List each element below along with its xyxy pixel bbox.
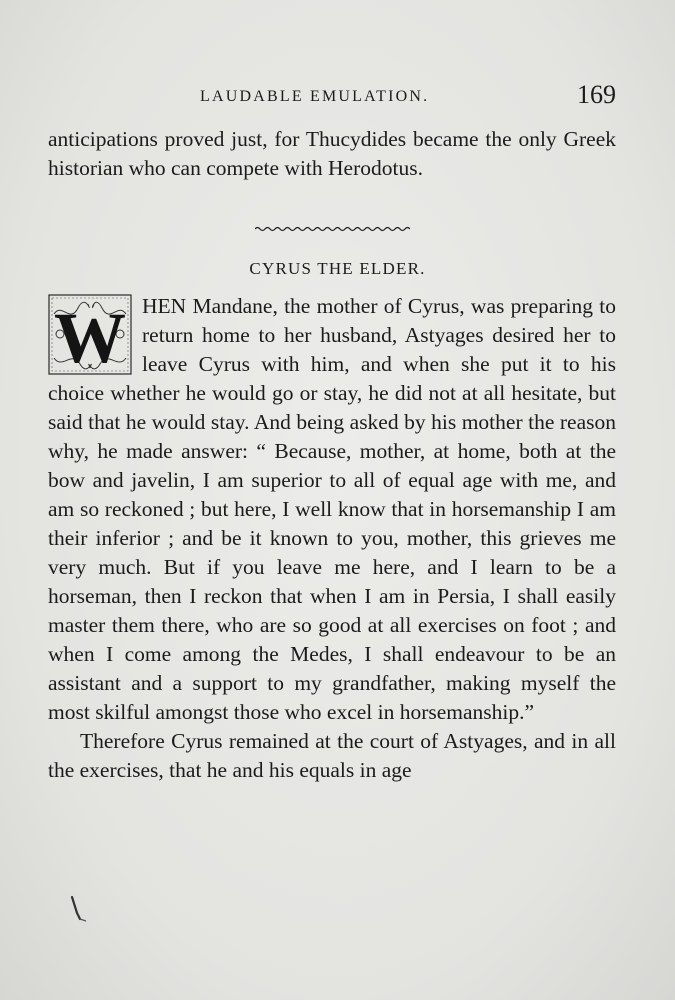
svg-text:W: W bbox=[54, 298, 126, 375]
wavy-divider-ornament bbox=[255, 225, 410, 233]
ink-mark bbox=[68, 895, 90, 925]
paragraph-1-text: HEN Mandane, the mother of Cyrus, was preparing to return home to her husband, Astyages desired her to leave Cyrus with him, and when she put it to his choice whether he would go or stay, he did not at all hesitate, but said that he would stay. And being asked by his mother the reason why, he made answer: “ Because, mother, at home, both at the bow and javelin, I am superior to all of equal age with me, and am so reckoned ; but here, I well know that in horsemanship I am their inferior ; and be it known to you, mother, this grieves me very much. But if you leave me here, and I learn to be a horseman, then I reckon that when I am in Persia, I shall easily master them there, who are so good at all exercises on foot ; and when I come among the Medes, I shall endeavour to be an assistant and a support to my grandfather, making myself the most skilful amongst those who excel in horsemanship.” bbox=[48, 294, 616, 724]
paragraph-2: Therefore Cyrus remained at the court of Astyages, and in all the exercises, that he and his equals in age bbox=[48, 729, 616, 782]
section-body bbox=[48, 292, 616, 785]
running-title: LAUDABLE EMULATION. bbox=[200, 88, 430, 105]
running-head bbox=[48, 80, 618, 114]
paragraph-1 bbox=[48, 292, 616, 727]
section-title: CYRUS THE ELDER. bbox=[249, 259, 426, 278]
continuation-text bbox=[48, 125, 616, 183]
page-number: 169 bbox=[577, 80, 616, 109]
decorated-initial-w bbox=[48, 294, 132, 375]
continuation-paragraph: anticipations proved just, for Thucydides became the only Greek historian who can compete with Herodotus. bbox=[48, 127, 616, 180]
